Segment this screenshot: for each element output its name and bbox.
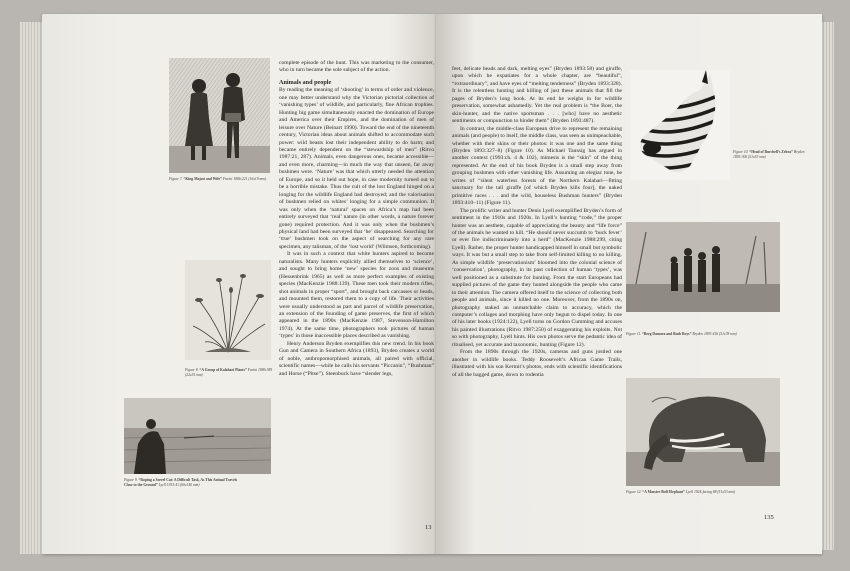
caption-source: Bryden 1893:416 (51x78 mm) [692, 332, 737, 336]
portrait-illustration [169, 58, 270, 173]
page-number-left: 13 [425, 524, 432, 531]
caption-source: Farini 1886:385 (22x35 mm) [185, 368, 273, 377]
figure-11-caption [626, 332, 786, 337]
right-page [436, 14, 822, 554]
figure-10-caption [733, 150, 813, 159]
caption-title: “Berg Damara and Bush Boys” [642, 332, 692, 336]
body-paragraph: The prolific writer and hunter Denis Lyell exemplified Bryden’s form of sentiment in the 1910s and 1920s. In Lyell’s hunting “code,” the proper hunter was an aesthete, capable of appreciating the beauty and “life force” of the animals he wanted to kill. “He should never succumb to ‘buck fever’ or ever fire indiscriminately into a herd” (MacKenzie 1988:299, citing Lyell). Rather, the proper hunter handicapped himself in small but symbolic ways. It was but a small step to take from self-limited killing to no killing. As simple wildlife ‘preservationism’ bloomed into the colonial science of ‘conservation’, photography, in its past collection of human ‘types’, was well positioned as a substitute for hunting. From the start Europeans had supplied pictures of the game they hunted alongside the people who came to their attention. The camera offered itself to the science of collecting both people and animals, since it killed no one. Moreover, from the 1890s on, photography staked an unmatchable claim to accuracy, which the computer’s collages and morphing have only begun to dispel today. In one of his later books (1924:122), Lyell turns on Gordon Cumming and accuses his painted illustrations (Ritvo 1987:250) of exaggerating his exploits. Not so with photography, Lyell hints. His own photos serve the pedantic idea of ritualised, yet accurate and taxonomic, hunting (Figure 12). [452, 207, 622, 348]
figure-8-caption [185, 368, 282, 377]
caption-source: Lyell 1924:facing 88 (51x53 mm) [685, 490, 736, 494]
figure-10-photo [630, 70, 730, 180]
body-paragraph: feet, delicate heads and dark, melting eyes” (Bryden 1893:58) and giraffe, upon which he expatiates for a whole chapter, are “beautiful”, “extraordinary”, and have eyes of “melting tenderness” (Bryden 1893:328). It is the relentless hunting and killing of just these animals that fill the pages of Bryden’s long book. At its end he weighs in for wildlife preservation, somewhat ashamedly. Yet the real problem is “the Boer, the skin-hunter, and the native sportsman . . . [who] have no aesthetic sentiments or compunction to hinder them” (Bryden 1893:487). [452, 66, 622, 125]
body-paragraph: In contrast, the middle-class European drive to represent the remaining animals (and people) to itself, the middle class, was seen as unimpeachable, whether with their skins or their photos: it was one and the same thing (Bryden 1893:327–8) (Figure 10). As Michael Taussig has argued in another context (1993:ch. 4 & 102), mimesis is the “skin” of the thing represented. At the end of his book Bryden is a small step away from grouping bushmen with other vanishing life. Assuming an elegiac tone, he writes of “silent waterless forests of the Northern Kalahari—fitting sanctuary for the tall giraffe [of which Bryden kills four], the naked primitive races . . . and the wild, houseless Bushman hunters” (Bryden 1893:410–11) (Figure 11). [452, 125, 622, 207]
caption-number: Figure 10. [733, 150, 749, 154]
intro-paragraph: complete episode of the hunt. This was marketing to the consumer, who in turn became the sole subject of the action. [279, 60, 434, 74]
caption-number: Figure 12. [626, 490, 642, 494]
hunter-rider-photo [124, 398, 271, 474]
section-heading: Animals and people [279, 78, 332, 86]
body-paragraph: From the 1890s through the 1920s, cameras and guns jostled one another in wildlife books. Teddy Roosevelt’s African Game Trails, illustrated with his son Kermit’s photos, ends with scientific identifications of all the bagged game, down to rodentia [452, 349, 622, 378]
figure-11-photo [626, 222, 780, 312]
page-number-right: 135 [764, 514, 774, 521]
caption-source: Bryden 1893:306 (51x53 mm) [733, 150, 805, 159]
plants-illustration [185, 260, 271, 360]
caption-title: “Roping a Sorrel Cat: A Difficult Task, As This Animal Travels Close to the Ground” [124, 478, 238, 487]
caption-number: Figure 9. [124, 478, 138, 482]
figure-12-caption [626, 490, 786, 495]
body-paragraph: Henry Anderson Bryden exemplifies this new trend. In his book Gun and Camera in Southern Africa (1893), Bryden creates a world of noble, anthropomorphised animals, all paired with official, scientific names—while he calls his servants “Piccanin”, “Bushman” and Horse (“Pitse”). Steenbuck have “slender legs, [279, 340, 434, 377]
figure-12-photo [626, 378, 780, 486]
figure-7-photo [169, 58, 270, 173]
left-text-column [279, 60, 434, 541]
body-paragraph: It was in such a context that white hunters aspired to become naturalists. Many hunters explicitly allied themselves to ‘science’, and sought to bring home ‘new’ species for zoos and museums (Hessenbrink 1965) as well as more perfect examples of existing species (MacKenzie 1988:139). These men took their modern rifles, shot animals in proper “sport”, and brought back carcasses or heads, and mounted them, restored them to a copy of life. Their activities were usually understood as part and parcel of wildlife preservation, an extension of the founding of game preserves, the first of which appeared in the 1890s (MacKenzie 1987, Stevenson-Hamilton 1974). At the same time, photographers took pictures of human ‘types’ in those inaccessible places described as vanishing. [279, 251, 434, 340]
caption-number: Figure 7. [169, 177, 183, 181]
group-of-boys-photo [626, 222, 780, 312]
caption-number: Figure 8. [185, 368, 199, 372]
caption-title: “A Massive Bull Elephant” [642, 490, 685, 494]
left-page [42, 14, 436, 554]
zebra-head-photo [630, 70, 730, 180]
elephant-photo [626, 378, 780, 486]
figure-7-caption [169, 177, 277, 182]
caption-title: “Head of Burchell’s Zebra” [749, 150, 793, 154]
right-text-column [452, 66, 622, 542]
caption-title: “King Majosi and Wife” [183, 177, 222, 181]
caption-source: Farini 1886:221 (16x19 mm) [222, 177, 267, 181]
figure-9-caption [124, 478, 244, 487]
figure-9-photo [124, 398, 271, 474]
open-book [12, 8, 840, 564]
caption-title: “A Group of Kalahari Plants” [199, 368, 247, 372]
body-paragraph: By reading the meaning of ‘shooting’ in terms of order and violence, one may better understand why the Victorian pictorial collection of ‘vanishing types’ of wildlife, and particularly, fine African trophies. Hunting big game simultaneously enacted the domination of Europe and America over their Empires, and the domination of men of leisure over Nature (Beinart 1990). Toward the end of the nineteenth century, Victorian ideas about animals shifted to accommodate such power: wild beasts lost their independent ability to do harm; and became entirely dependent on the “stewardship of men” (Ritvo 1987:21, 287). Animals, even dangerous ones, became accessible—and even more, charming—in much the way that unseen, far away bushmen were. ‘Nature’ was that which utterly needed the attention of Europe, and so it held out hope, in case modernity turned out to be a horrible mistake. Thus the cult of the lost England hinged on a longing for the wildlife England had destroyed; and the valorisation of bushmen relied on whites’ longing for a simple communion. It was only when the ‘natural’ spaces on Africa’s map had been entirely surveyed that ‘real’ nature (in other words, a nature forever gone) required protection. And it was only when the bushmen’s physical land had been surveyed that ‘he’ disappeared. Searching for ‘true’ bushmen took on the aspect of searching for any rare specimen, any talisman, of the ‘lost world’ (Wilmsen, forthcoming). [279, 87, 434, 250]
caption-number: Figure 11. [626, 332, 642, 336]
caption-source: Lyell 1913:41 (60x140 mm) [158, 482, 200, 487]
figure-8-photo [185, 260, 271, 360]
